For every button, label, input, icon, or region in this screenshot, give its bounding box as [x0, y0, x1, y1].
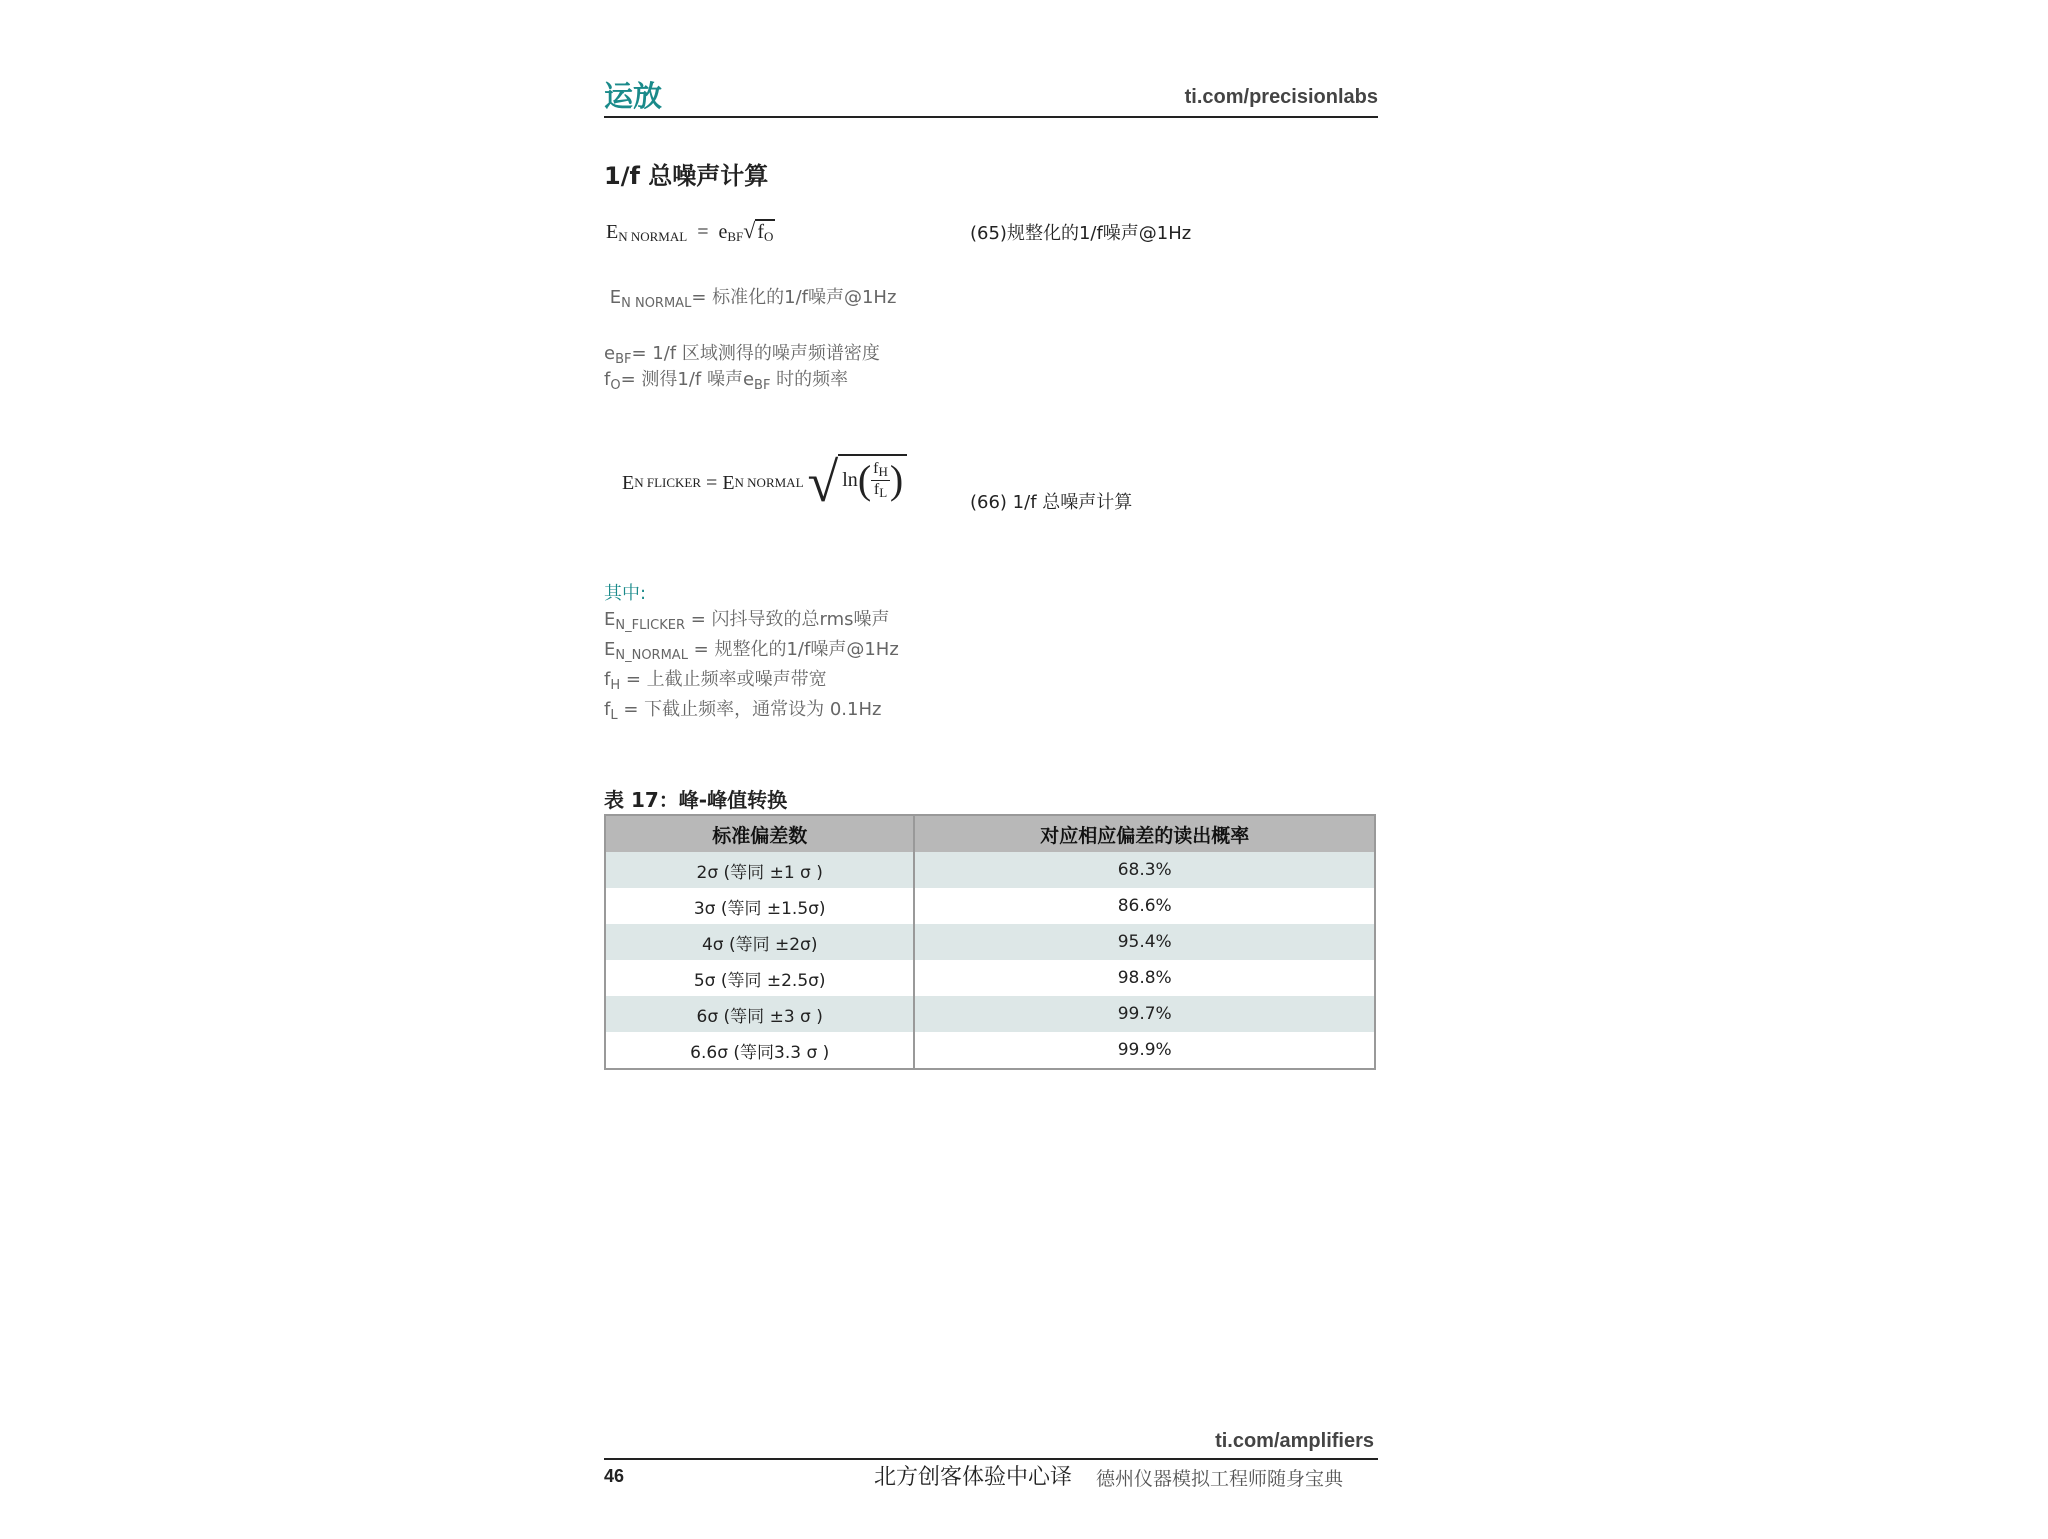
definition-fl [604, 696, 881, 730]
table-header-cell: 对应相应偏差的读出概率 [914, 815, 1375, 852]
eq66-denominator [872, 481, 889, 501]
equation-65-label: (65)规整化的1/f噪声@1Hz [970, 223, 1192, 244]
def1-text: = 标准化的1/f噪声@1Hz [691, 287, 897, 308]
def2-3-text: = 上截止频率或噪声带宽 [620, 669, 827, 690]
def1-main: E [609, 287, 622, 308]
footer-url: ti.com/amplifiers [1215, 1430, 1374, 1452]
def2-4-main: f [604, 699, 611, 720]
table-row [605, 852, 1375, 888]
definition-en-flicker [604, 606, 890, 640]
table-cell: 99.7% [914, 996, 1375, 1032]
table-cell: 86.6% [914, 888, 1375, 924]
table-cell: 68.3% [914, 852, 1375, 888]
eq66-den-sub: L [879, 484, 888, 500]
eq66-lhs-sub: N FLICKER [634, 475, 702, 490]
def2-1-sub: N_FLICKER [615, 618, 686, 633]
eq66-num-sub: H [878, 463, 888, 479]
def1-sub: N NORMAL [621, 296, 692, 311]
table-row [605, 960, 1375, 996]
equation-66-label: (66) 1/f 总噪声计算 [970, 492, 1133, 513]
eq65-rhs-f-sub: O [764, 229, 774, 244]
table-header-row [605, 815, 1375, 852]
table-cell: 3σ (等同 ±1.5σ) [605, 888, 914, 924]
section-title: 1/f 总噪声计算 [604, 162, 769, 190]
eq66-rhs-sub: N NORMAL [734, 475, 804, 490]
def2-1-text: = 闪抖导致的总rms噪声 [685, 609, 890, 630]
where-label [604, 580, 646, 608]
table-title: 表 17：峰-峰值转换 [604, 788, 788, 812]
def2-2-text: = 规整化的1/f噪声@1Hz [687, 639, 899, 660]
def3-text-a: = 测得1/f 噪声e [620, 369, 755, 390]
table-cell: 2σ (等同 ±1 σ ) [605, 852, 914, 888]
definition-en-normal-2 [604, 636, 899, 670]
footer-book-title: 德州仪器模拟工程师随身宝典 [1096, 1468, 1344, 1490]
table-cell: 95.4% [914, 924, 1375, 960]
def3-sub: O [610, 378, 621, 393]
table-cell: 5σ (等同 ±2.5σ) [605, 960, 914, 996]
header-url: ti.com/precisionlabs [1184, 86, 1378, 108]
def2-main: e [604, 343, 616, 364]
definition-fo [604, 366, 848, 400]
eq66-rhs: E [722, 471, 735, 494]
table-row [605, 924, 1375, 960]
eq66-fraction [871, 460, 890, 501]
def2-text: = 1/f 区域测得的噪声频谱密度 [631, 343, 880, 364]
def3-text-sub: BF [754, 378, 771, 393]
def2-3-sub: H [610, 678, 621, 693]
def2-3-main: f [604, 669, 611, 690]
def3-text-b: 时的频率 [770, 369, 849, 390]
table-row [605, 888, 1375, 924]
table-cell: 99.9% [914, 1032, 1375, 1069]
peak-to-peak-table [604, 814, 1376, 1070]
table-row [605, 1032, 1375, 1069]
def3-main: f [604, 369, 611, 390]
sqrt-large-icon: √ [807, 452, 839, 514]
def2-sub: BF [615, 352, 632, 367]
footer-credit: 北方创客体验中心译 [874, 1465, 1073, 1490]
eq65-lhs: E [606, 221, 619, 243]
eq65-sqrt-content [755, 219, 775, 245]
right-paren-icon: ) [889, 457, 904, 502]
def2-2-sub: N_NORMAL [615, 648, 688, 663]
def2-2-main: E [604, 639, 616, 660]
eq65-rhs-f: f [757, 221, 765, 243]
definition-en-normal [604, 284, 896, 318]
eq66-den-main: f [873, 480, 880, 498]
table-cell: 4σ (等同 ±2σ) [605, 924, 914, 960]
eq66-lhs: E [622, 471, 635, 494]
eq66-equals: = [701, 471, 723, 494]
eq66-sqrt-content [838, 454, 907, 501]
eq66-num-main: f [873, 459, 879, 477]
eq65-equals: = [692, 221, 714, 243]
left-paren-icon: ( [857, 457, 872, 502]
table-header-cell: 标准偏差数 [605, 815, 914, 852]
equation-66 [622, 452, 907, 514]
eq65-rhs-e: e [718, 221, 728, 243]
definition-fh [604, 666, 827, 700]
table-cell: 6.6σ (等同3.3 σ ) [605, 1032, 914, 1069]
table-cell: 6σ (等同 ±3 σ ) [605, 996, 914, 1032]
equation-65 [606, 218, 775, 245]
eq65-lhs-sub: N NORMAL [618, 229, 688, 244]
page-header [604, 72, 1378, 118]
eq65-rhs-e-sub: BF [727, 229, 744, 244]
eq66-numerator [871, 460, 890, 481]
table-cell: 98.8% [914, 960, 1375, 996]
sqrt-icon: √ [743, 218, 756, 243]
def2-1-main: E [604, 609, 616, 630]
eq66-ln: ln [842, 468, 858, 491]
def2-4-sub: L [610, 708, 618, 723]
page-number: 46 [604, 1466, 625, 1486]
table-row [605, 996, 1375, 1032]
where-text: 其中: [604, 583, 647, 604]
def2-4-text: = 下截止频率，通常设为 0.1Hz [617, 699, 882, 720]
header-title: 运放 [604, 79, 663, 113]
